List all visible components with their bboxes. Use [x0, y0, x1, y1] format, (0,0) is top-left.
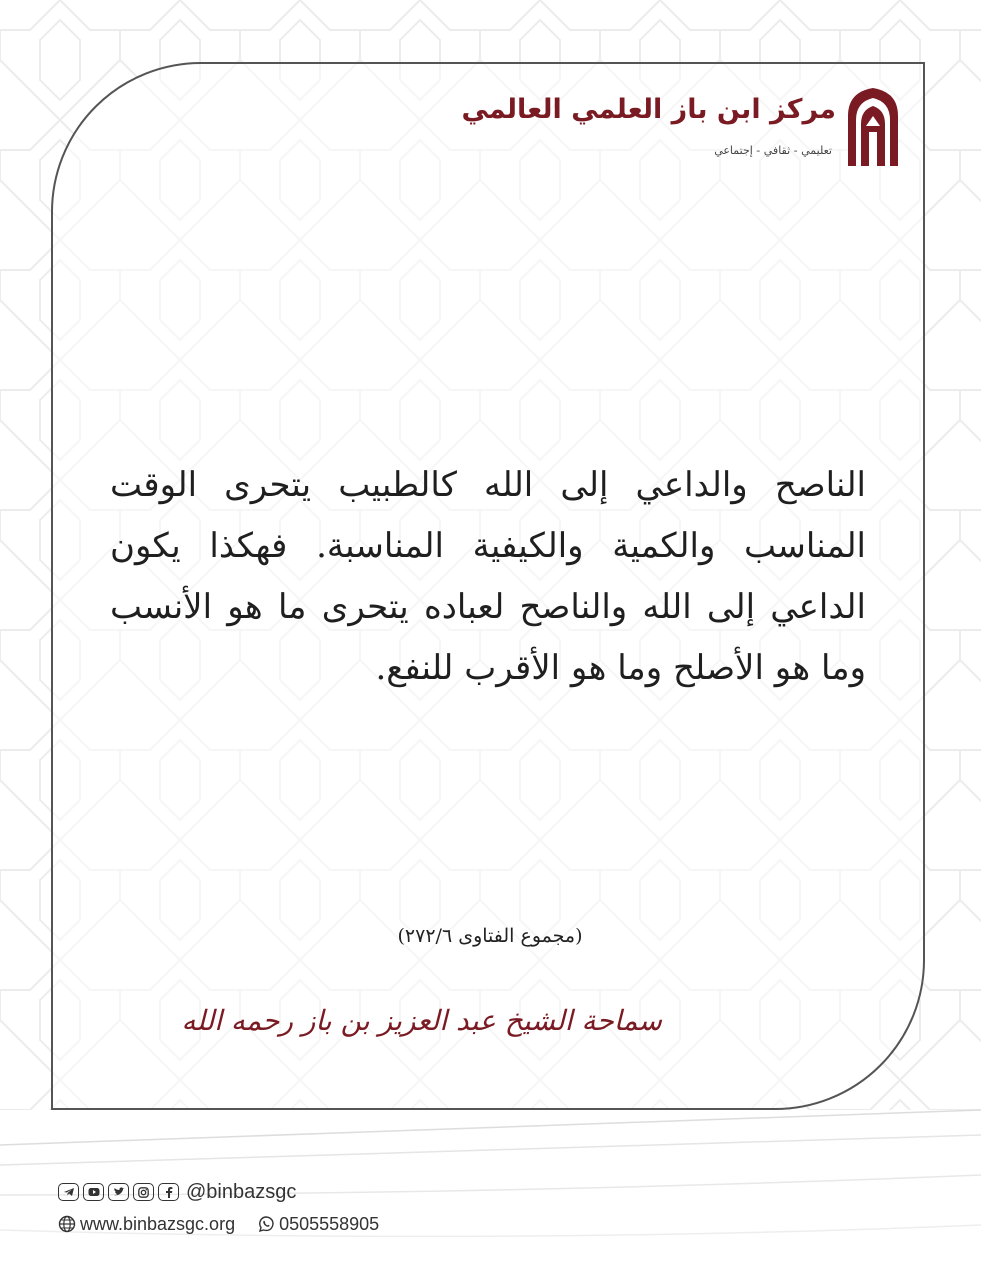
logo-name: مركز ابن باز العلمي العالمي	[461, 94, 836, 125]
logo	[461, 86, 902, 176]
instagram-icon[interactable]	[133, 1183, 154, 1201]
source-citation: (مجموع الفتاوى ٢٧٢/٦)	[397, 925, 583, 947]
whatsapp-icon	[257, 1215, 275, 1233]
website-link[interactable]: www.binbazsgc.org	[80, 1213, 236, 1234]
mosque-emblem-icon	[844, 86, 902, 168]
telegram-icon[interactable]	[58, 1183, 79, 1201]
youtube-icon[interactable]	[83, 1183, 104, 1201]
social-handle[interactable]: @binbazsgc	[186, 1180, 297, 1203]
phone-number[interactable]: 0505558905	[279, 1213, 380, 1234]
globe-icon	[58, 1215, 76, 1233]
logo-tagline: تعليمي - ثقافي - إجتماعي	[714, 144, 832, 157]
signature-calligraphy: سماحة الشيخ عبد العزيز بن باز رحمه الله	[181, 1004, 662, 1037]
footer	[58, 1176, 379, 1240]
quote-text: الناصح والداعي إلى الله كالطبيب يتحرى الوقت المناسب والكمية والكيفية المناسبة. فهكذا يكون الداعي إلى الله والناصح لعباده يتحرى ما هو الأنسب وما هو الأصلح وما هو الأقرب للنفع.	[110, 465, 866, 688]
twitter-icon[interactable]	[108, 1183, 129, 1201]
contact-row	[58, 1208, 379, 1240]
social-row	[58, 1176, 379, 1208]
facebook-icon[interactable]	[158, 1183, 179, 1201]
